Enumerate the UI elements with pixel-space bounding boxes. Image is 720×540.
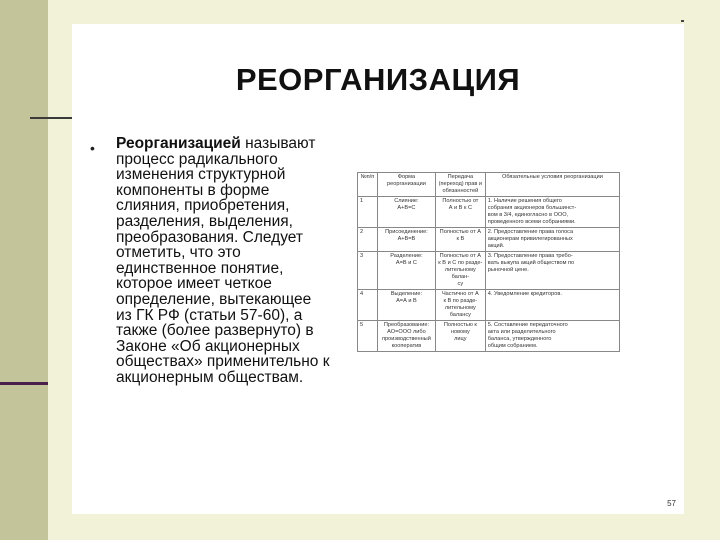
table-cell: 5 — [358, 321, 378, 352]
table-header-cell: №п/п — [358, 173, 378, 197]
body-text-bold: Реорганизацией — [116, 135, 241, 152]
table-cell: 4 — [358, 290, 378, 321]
table-cell: Выделение: А=А и В — [377, 290, 435, 321]
corner-mark — [681, 20, 684, 22]
table-cell: Слияние: А+В=С — [377, 197, 435, 228]
body-text-rest: называют процесс радикального изменения структурной компоненты в форме слияния, приобретения, разделения, выделения, преобразования. Следует отметить, что это единственное понятие, которое имеет четкое определение, вытекающее из ГК РФ (статьи 57-60), а также (более развернуто) в Законе «Об акционерных обществах» применительно к акционерным обществам. — [116, 135, 330, 386]
table-cell: Преобразование: АО=ООО либо производственный кооператив — [377, 321, 435, 352]
table-cell: 2. Предоставление права голоса акционерам привилегированных акций. — [485, 228, 619, 252]
table-cell: Полностью от А к В — [435, 228, 485, 252]
table-header-row — [358, 173, 620, 197]
decor-rule-bottom — [0, 382, 48, 385]
table-cell: 3 — [358, 252, 378, 290]
reorganization-table — [357, 172, 620, 352]
table-cell: 1 — [358, 197, 378, 228]
page-number: 57 — [667, 499, 676, 508]
table-row — [358, 290, 620, 321]
decor-rule-top — [30, 117, 72, 119]
bullet-marker: • — [90, 140, 95, 156]
table-cell: Разделение: А=В и С — [377, 252, 435, 290]
table-row — [358, 321, 620, 352]
body-text — [116, 136, 356, 386]
table-cell: 1. Наличие решения общего собрания акционеров большинст- вом в 3/4, единогласно в ООО, проведенного всеми собраниями. — [485, 197, 619, 228]
table-row — [358, 197, 620, 228]
table-cell: 4. Уведомление кредиторов. — [485, 290, 619, 321]
table-row — [358, 228, 620, 252]
table-cell: Полностью к новому лицу — [435, 321, 485, 352]
table-row — [358, 252, 620, 290]
table-cell: Присоединение: А+В=В — [377, 228, 435, 252]
table-cell: 5. Составление передаточного акта или разделительного баланса, утвержденного общим собранием. — [485, 321, 619, 352]
table-cell: Частично от А к В по разде- лительному балансу — [435, 290, 485, 321]
slide-title: РЕОРГАНИЗАЦИЯ — [235, 62, 521, 97]
table-cell: 2 — [358, 228, 378, 252]
table-cell: Полностью от А к В и С по разде- лительному балан- су — [435, 252, 485, 290]
table-header-cell: Передача (переход) прав и обязанностей — [435, 173, 485, 197]
table-header-cell: Форма реорганизации — [377, 173, 435, 197]
table-header-cell: Обязательные условия реорганизации — [485, 173, 619, 197]
slide — [72, 24, 684, 514]
table-cell: Полностью от А и В к С — [435, 197, 485, 228]
table-cell: 3. Предоставление права требо- вать выкупа акций обществом по рыночной цене. — [485, 252, 619, 290]
left-decor-band — [0, 0, 48, 540]
